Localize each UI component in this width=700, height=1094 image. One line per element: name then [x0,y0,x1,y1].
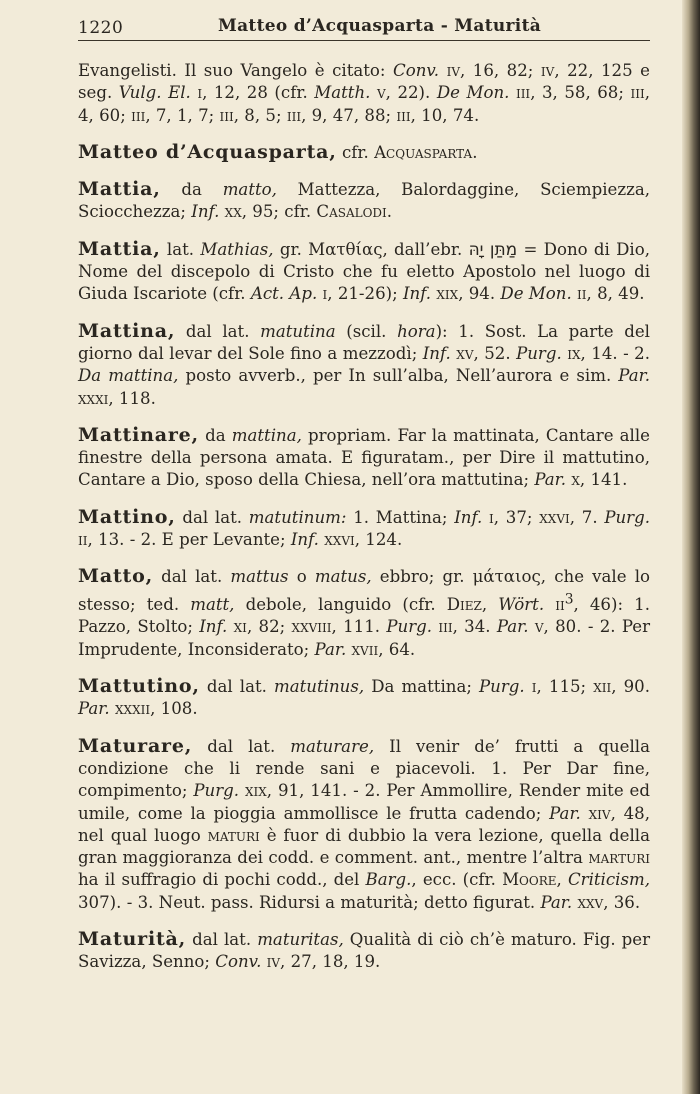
dictionary-entry [78,675,650,721]
entry-headword: Mattia, [78,178,161,201]
entry-body: dal lat. maturitas, Qualità di ciò ch’è maturo. Fig. per Savizza, Senno; Conv. iv, 27, 18, 19. [78,930,651,972]
entry-headword: Mattutino, [78,675,200,698]
entry-body: lat. Mathias, gr. Ματθίας, dall’ebr. מַתַּן יָהּ = Dono di Dio, Nome del discepolo di Cristo che fu eletto Apostolo nel luogo di Giuda Iscariote (cfr. Act. Ap. i, 21-26); Inf. xix, 94. De Mon. ii, 8, 49. [78,239,651,304]
entry-body: dal lat. maturare, Il venir de’ frutti a quella condizione che li rende sani e piacevoli. 1. Per Dar fine, compimento; Purg. xix, 91, 141. - 2. Per Ammollire, Render mite ed umile, come la pioggia ammollisce le frutta cadendo; Par. xiv, 48, nel qual luogo maturi è fuor di dubbio la vera lezione, quella della gran maggioranza dei codd. e comment. ant., mentre l’altra marturi ha il suffragio di pochi codd., del Barg., ecc. (cfr. Moore, Criticism, 307). - 3. Neut. pass. Ridursi a maturità; detto figurat. Par. xxv, 36. [78,736,650,912]
entry-headword: Maturare, [78,734,193,757]
entry-body: dal lat. matutinum: 1. Mattina; Inf. i, 37; xxvi, 7. Purg. ii, 13. - 2. E per Levante; Inf. xxvi, 124. [78,507,651,550]
entry-headword: Mattinare, [78,423,199,446]
entry-body: dal lat. matutina (scil. hora): 1. Sost. La parte del giorno dal levar del Sole fino a mezzodì; Inf. xv, 52. Purg. ix, 14. - 2. Da mattina, posto avverb., per In sull’alba, Nell’aurora e sim. Par. xxxi, 118. [78,321,650,408]
dictionary-entry [78,141,650,164]
entry-headword: Mattino, [78,505,176,528]
dictionary-entry [78,320,650,410]
dictionary-entry [78,735,650,914]
entry-body: Evangelisti. Il suo Vangelo è citato: Conv. iv, 16, 82; iv, 22, 125 e seg. Vulg. El. i, 12, 28 (cfr. Matth. v, 22). De Mon. iii, 3, 58, 68; iii, 4, 60; iii, 7, 1, 7; iii, 8, 5; iii, 9, 47, 88; iii, 10, 74. [78,61,650,125]
running-title: Matteo d’Acquasparta - Maturità [218,16,542,36]
book-spine-shadow [682,0,700,1094]
dictionary-entry [78,506,650,552]
entries-column [78,60,650,988]
dictionary-entry [78,424,650,492]
dictionary-entry [78,238,650,306]
entry-body: dal lat. mattus o matus, ebbro; gr. μάταιος, che vale lo stesso; ted. matt, debole, languido (cfr. Diez, Wört. $ii^3$, 46): 1. Pazzo, Stolto; Inf. xi, 82; xxviii, 111. Purg. iii, 34. Par. v, 80. - 2. Per Imprudente, Inconsiderato; Par. xvii, 64. [78,567,651,659]
entry-body: da mattina, propriam. Far la mattinata, Cantare alle finestre della persona amata. E figuratam., per Dire il mattutino, Cantare a Dio, sposo della Chiesa, nell’ora mattutina; Par. x, 141. [78,425,650,490]
entry-body: da matto, Mattezza, Balordaggine, Sciempiezza, Sciocchezza; Inf. xx, 95; cfr. Casalodi. [78,180,650,222]
entry-headword: Matteo d’Acquasparta, [78,140,337,163]
entry-body: cfr. Acquasparta. [336,142,478,162]
entry-body: dal lat. matutinus, Da mattina; Purg. i, 115; xii, 90. Par. xxxii, 108. [78,677,650,719]
page-number: 1220 [78,18,124,38]
entry-headword: Matto, [78,565,153,588]
page-header [78,16,650,42]
entry-continuation [78,60,650,127]
dictionary-entry [78,928,650,974]
entry-headword: Mattina, [78,319,176,342]
dictionary-entry [78,565,650,661]
entry-headword: Maturità, [78,928,187,951]
header-rule [78,40,650,41]
dictionary-entry [78,178,650,224]
entry-headword: Mattia, [78,237,161,260]
